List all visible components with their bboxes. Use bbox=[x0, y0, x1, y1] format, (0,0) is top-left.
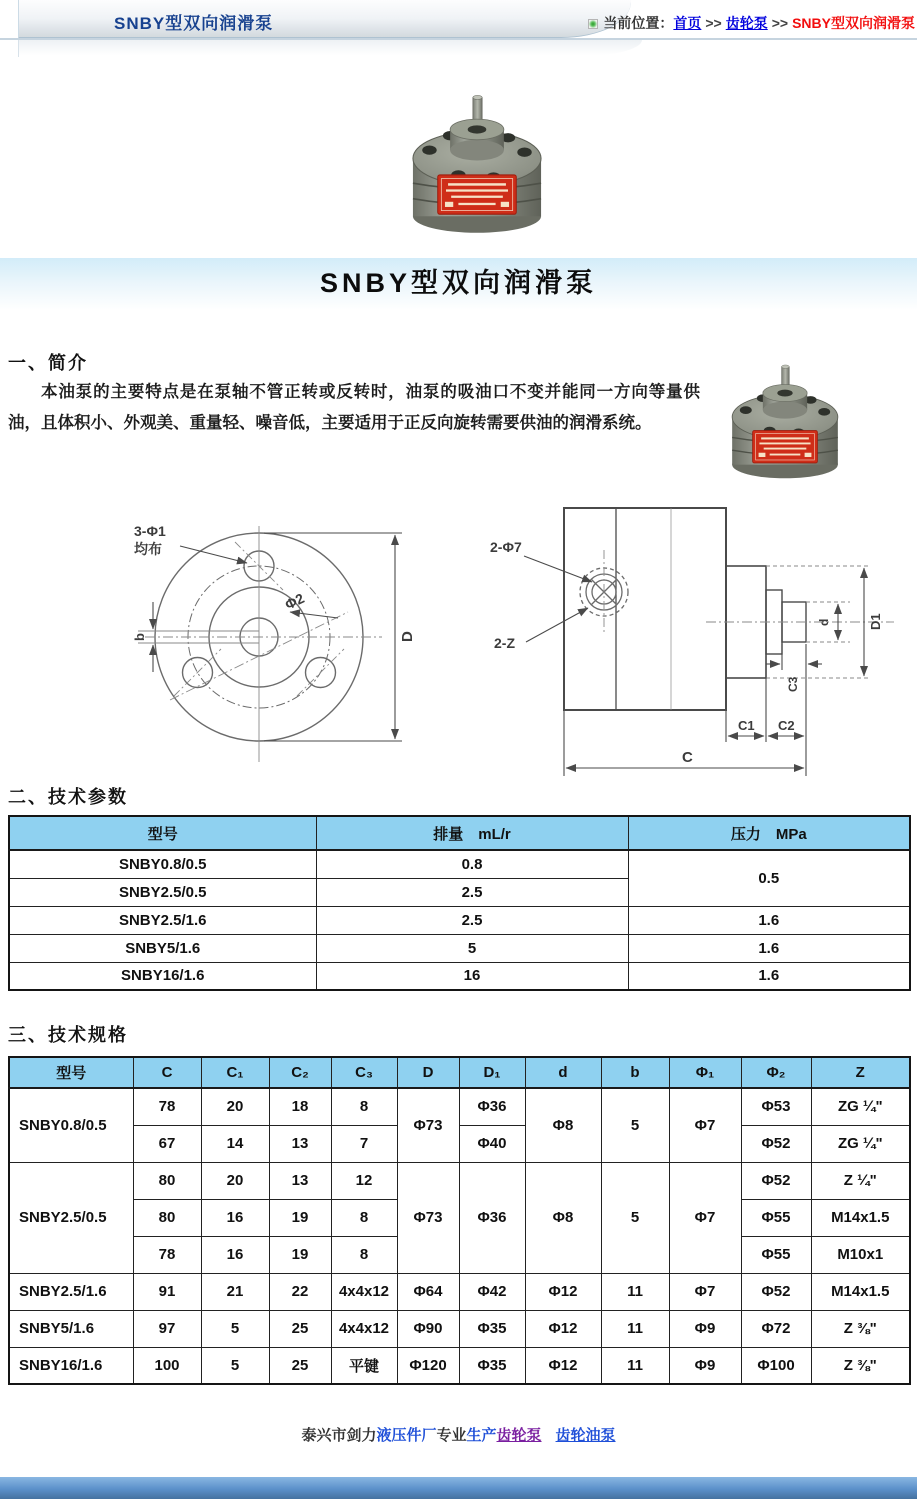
spec-col-header: d bbox=[525, 1057, 601, 1088]
spec-cell: 平键 bbox=[331, 1347, 397, 1384]
header-subband bbox=[18, 40, 642, 57]
spec-cell: Φ35 bbox=[459, 1347, 525, 1384]
spec-cell: Z ¼" bbox=[811, 1162, 910, 1199]
spec-cell: 5 bbox=[201, 1347, 269, 1384]
spec-cell: 19 bbox=[269, 1199, 331, 1236]
spec-cell: Φ52 bbox=[741, 1273, 811, 1310]
side-view-drawing bbox=[466, 492, 915, 786]
spec-col-header: C₁ bbox=[201, 1057, 269, 1088]
spec-cell: 67 bbox=[133, 1125, 201, 1162]
spec-cell: Φ53 bbox=[741, 1088, 811, 1125]
table-row bbox=[9, 962, 910, 990]
displacement-cell: 2.5 bbox=[316, 878, 628, 906]
spec-cell: 80 bbox=[133, 1199, 201, 1236]
intro-paragraph: 本油泵的主要特点是在泵轴不管正转或反转时，油泵的吸油口不变并能同一方向等量供油，且体积小、外观美、重量轻、噪音低，主要适用于正反向旋转需要供油的润滑系统。 bbox=[8, 383, 700, 432]
spec-cell: Φ36 bbox=[459, 1162, 525, 1273]
model-cell: SNBY0.8/0.5 bbox=[9, 1088, 133, 1162]
spec-cell: Φ7 bbox=[669, 1162, 741, 1273]
spec-cell: Φ9 bbox=[669, 1347, 741, 1384]
spec-header-row bbox=[9, 1057, 910, 1088]
spec-cell: 12 bbox=[331, 1162, 397, 1199]
breadcrumb-separator: >> bbox=[771, 15, 789, 31]
params-col-pressure: 压力 MPa bbox=[628, 816, 910, 850]
model-cell: SNBY16/1.6 bbox=[9, 962, 316, 990]
table-row bbox=[9, 1310, 910, 1347]
spec-cell: 11 bbox=[601, 1273, 669, 1310]
spec-cell: ZG ¼" bbox=[811, 1088, 910, 1125]
model-cell: SNBY2.5/0.5 bbox=[9, 1162, 133, 1273]
model-cell: SNBY2.5/1.6 bbox=[9, 1273, 133, 1310]
spec-cell: 20 bbox=[201, 1162, 269, 1199]
location-bullet-icon bbox=[588, 19, 598, 29]
footer-company-prefix: 泰兴市剑力 bbox=[301, 1427, 377, 1444]
spec-cell: Φ7 bbox=[669, 1088, 741, 1162]
spec-cell: Φ52 bbox=[741, 1162, 811, 1199]
spec-col-header: b bbox=[601, 1057, 669, 1088]
spec-cell: 25 bbox=[269, 1310, 331, 1347]
side-view-ports-label: 2-Φ7 bbox=[490, 539, 522, 555]
spec-cell: 80 bbox=[133, 1162, 201, 1199]
spec-cell: M14x1.5 bbox=[811, 1273, 910, 1310]
spec-cell: 8 bbox=[331, 1236, 397, 1273]
table-row bbox=[9, 934, 910, 962]
spec-cell: Φ42 bbox=[459, 1273, 525, 1310]
params-table bbox=[8, 815, 911, 991]
displacement-cell: 5 bbox=[316, 934, 628, 962]
footer-factory-link[interactable]: 液压件厂 bbox=[376, 1427, 437, 1444]
params-header-row bbox=[9, 816, 910, 850]
table-row bbox=[9, 850, 910, 878]
pressure-cell: 1.6 bbox=[628, 934, 910, 962]
spec-cell: Z ⅜" bbox=[811, 1347, 910, 1384]
spec-cell: Z ⅜" bbox=[811, 1310, 910, 1347]
spec-cell: Φ73 bbox=[397, 1088, 459, 1162]
spec-cell: 78 bbox=[133, 1088, 201, 1125]
bottom-bar bbox=[0, 1477, 917, 1499]
breadcrumb bbox=[588, 13, 915, 33]
spec-cell: 8 bbox=[331, 1199, 397, 1236]
header-tab-title: SNBY型双向润滑泵 bbox=[114, 14, 274, 33]
footer-produce-link[interactable]: 生产 bbox=[466, 1427, 497, 1444]
spec-cell: 5 bbox=[601, 1162, 669, 1273]
spec-cell: Φ12 bbox=[525, 1347, 601, 1384]
model-cell: SNBY0.8/0.5 bbox=[9, 850, 316, 878]
front-view-drawing bbox=[50, 494, 450, 780]
spec-cell: 97 bbox=[133, 1310, 201, 1347]
spec-cell: 5 bbox=[201, 1310, 269, 1347]
table-row bbox=[9, 1162, 910, 1199]
spec-cell: 11 bbox=[601, 1310, 669, 1347]
side-view-flange-diameter-label: D1 bbox=[868, 613, 883, 630]
spec-cell: 100 bbox=[133, 1347, 201, 1384]
spec-cell: Φ72 bbox=[741, 1310, 811, 1347]
spec-cell: Φ73 bbox=[397, 1162, 459, 1273]
spec-cell: 7 bbox=[331, 1125, 397, 1162]
table-row bbox=[9, 906, 910, 934]
spec-cell: 4x4x12 bbox=[331, 1310, 397, 1347]
pressure-cell: 0.5 bbox=[628, 850, 910, 906]
displacement-cell: 0.8 bbox=[316, 850, 628, 878]
side-view-c2-label: C2 bbox=[778, 718, 795, 733]
spec-cell: 22 bbox=[269, 1273, 331, 1310]
footer-gear-pump-link[interactable]: 齿轮泵 bbox=[496, 1427, 542, 1444]
spec-cell: Φ120 bbox=[397, 1347, 459, 1384]
breadcrumb-category-link[interactable]: 齿轮泵 bbox=[725, 15, 768, 31]
spec-cell: Φ35 bbox=[459, 1310, 525, 1347]
spec-cell: Φ9 bbox=[669, 1310, 741, 1347]
table-row bbox=[9, 1125, 910, 1162]
front-view-key-width-label: b bbox=[132, 633, 147, 641]
spec-col-header: 型号 bbox=[9, 1057, 133, 1088]
model-cell: SNBY2.5/1.6 bbox=[9, 906, 316, 934]
spec-cell: Φ64 bbox=[397, 1273, 459, 1310]
breadcrumb-home-link[interactable]: 首页 bbox=[673, 15, 702, 31]
displacement-cell: 16 bbox=[316, 962, 628, 990]
spec-col-header: Z bbox=[811, 1057, 910, 1088]
page-header bbox=[0, 0, 917, 57]
header-tab bbox=[18, 0, 631, 38]
spec-cell: 91 bbox=[133, 1273, 201, 1310]
spec-cell: Φ12 bbox=[525, 1273, 601, 1310]
spec-cell: M14x1.5 bbox=[811, 1199, 910, 1236]
spec-cell: 13 bbox=[269, 1125, 331, 1162]
spec-col-header: D bbox=[397, 1057, 459, 1088]
params-col-displacement: 排量 mL/r bbox=[316, 816, 628, 850]
product-photo-main bbox=[386, 84, 568, 239]
side-view-total-length-label: C bbox=[682, 749, 693, 766]
spec-cell: Φ90 bbox=[397, 1310, 459, 1347]
side-view-c3-label: C3 bbox=[786, 676, 800, 692]
spec-cell: Φ36 bbox=[459, 1088, 525, 1125]
table-row bbox=[9, 1273, 910, 1310]
spec-cell: 25 bbox=[269, 1347, 331, 1384]
page-title-band bbox=[0, 258, 917, 310]
footer-middle-text: 专业 bbox=[436, 1427, 467, 1444]
front-view-diameter-label: D bbox=[399, 631, 416, 642]
spec-cell: Φ100 bbox=[741, 1347, 811, 1384]
side-view-thread-label: 2-Z bbox=[494, 635, 515, 651]
spec-col-header: D₁ bbox=[459, 1057, 525, 1088]
spec-col-header: C₂ bbox=[269, 1057, 331, 1088]
table-row bbox=[9, 1088, 910, 1125]
spec-cell: 4x4x12 bbox=[331, 1273, 397, 1310]
params-heading: 二、技术参数 bbox=[8, 787, 128, 807]
spec-col-header: Φ₂ bbox=[741, 1057, 811, 1088]
pressure-cell: 1.6 bbox=[628, 962, 910, 990]
front-view-holes-label: 3-Φ1 bbox=[134, 523, 166, 539]
spec-cell: 18 bbox=[269, 1088, 331, 1125]
spec-cell: Φ12 bbox=[525, 1310, 601, 1347]
spec-cell: 20 bbox=[201, 1088, 269, 1125]
footer-text bbox=[0, 1424, 917, 1445]
model-cell: SNBY16/1.6 bbox=[9, 1347, 133, 1384]
spec-cell: Φ8 bbox=[525, 1088, 601, 1162]
spec-cell: Φ7 bbox=[669, 1273, 741, 1310]
spec-cell: 16 bbox=[201, 1236, 269, 1273]
displacement-cell: 2.5 bbox=[316, 906, 628, 934]
spec-cell: 16 bbox=[201, 1199, 269, 1236]
spec-cell: Φ40 bbox=[459, 1125, 525, 1162]
spec-col-header: C bbox=[133, 1057, 201, 1088]
spec-cell: ZG ¼" bbox=[811, 1125, 910, 1162]
spec-cell: 5 bbox=[601, 1088, 669, 1162]
spec-cell: Φ55 bbox=[741, 1236, 811, 1273]
model-cell: SNBY2.5/0.5 bbox=[9, 878, 316, 906]
breadcrumb-current-page: SNBY型双向润滑泵 bbox=[792, 15, 915, 31]
model-cell: SNBY5/1.6 bbox=[9, 934, 316, 962]
spec-cell: Φ52 bbox=[741, 1125, 811, 1162]
spec-cell: Φ8 bbox=[525, 1162, 601, 1273]
spec-col-header: Φ₁ bbox=[669, 1057, 741, 1088]
side-view-shaft-diameter-label: d bbox=[817, 618, 831, 626]
table-row bbox=[9, 1347, 910, 1384]
spec-cell: 14 bbox=[201, 1125, 269, 1162]
spec-cell: 21 bbox=[201, 1273, 269, 1310]
spec-cell: 78 bbox=[133, 1236, 201, 1273]
spec-table bbox=[8, 1056, 911, 1385]
page-title: SNBY型双向润滑泵 bbox=[319, 268, 597, 298]
spec-cell: Φ55 bbox=[741, 1199, 811, 1236]
model-cell: SNBY5/1.6 bbox=[9, 1310, 133, 1347]
front-view-spacing-label: 均布 bbox=[134, 541, 162, 557]
breadcrumb-separator: >> bbox=[705, 15, 722, 31]
spec-cell: M10x1 bbox=[811, 1236, 910, 1273]
spec-cell: 13 bbox=[269, 1162, 331, 1199]
pressure-cell: 1.6 bbox=[628, 906, 910, 934]
spec-cell: 8 bbox=[331, 1088, 397, 1125]
side-view-c1-label: C1 bbox=[738, 718, 755, 733]
spec-cell: 19 bbox=[269, 1236, 331, 1273]
spec-col-header: C₃ bbox=[331, 1057, 397, 1088]
footer-gear-oil-pump-link[interactable]: 齿轮油泵 bbox=[555, 1427, 616, 1444]
params-col-model: 型号 bbox=[9, 816, 316, 850]
spec-heading: 三、技术规格 bbox=[8, 1025, 128, 1045]
spec-cell: 11 bbox=[601, 1347, 669, 1384]
product-photo-side bbox=[710, 346, 860, 493]
front-view-bolt-circle-label: Φ2 bbox=[282, 589, 307, 613]
breadcrumb-label: 当前位置： bbox=[603, 15, 674, 31]
intro-heading: 一、简介 bbox=[8, 353, 88, 373]
